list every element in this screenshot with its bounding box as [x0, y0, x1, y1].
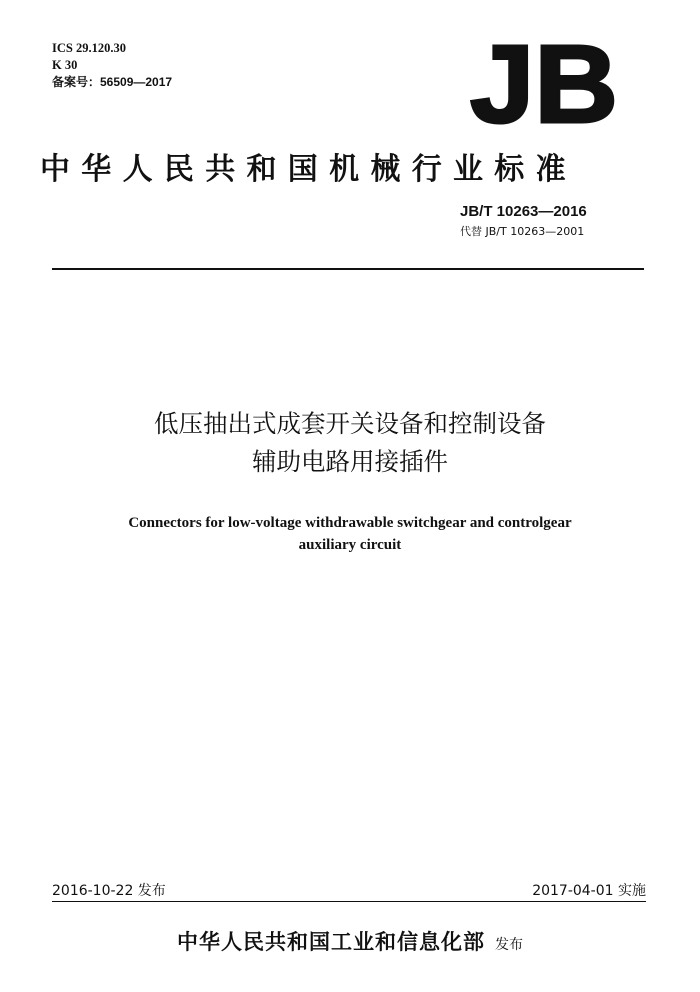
publisher-issued-label: 发布	[495, 937, 523, 953]
jb-logo-text: JB	[470, 36, 618, 132]
industry-standard-title: 中华人民共和国机械行业标准	[40, 152, 577, 187]
chinese-title-line-1: 低压抽出式成套开关设备和控制设备	[154, 409, 546, 438]
publisher-ministry: 中华人民共和国工业和信息化部	[177, 930, 485, 954]
filing-number: 备案号：56509—2017	[52, 75, 173, 89]
replaces-standard: 代替 JB/T 10263—2001	[460, 225, 585, 238]
jb-logo	[470, 36, 620, 132]
english-title-line-2: auxiliary circuit	[298, 537, 402, 553]
english-title-line-1: Connectors for low-voltage withdrawable switchgear and controlgear	[128, 515, 572, 531]
chinese-title	[0, 405, 700, 481]
classification-block	[52, 40, 172, 91]
footer-divider	[52, 901, 646, 902]
header-divider	[52, 268, 644, 270]
standard-number-block	[460, 203, 630, 239]
ccs-code: K 30	[52, 58, 78, 72]
english-title	[0, 512, 700, 556]
standard-number: JB/T 10263—2016	[460, 203, 587, 220]
chinese-title-line-2: 辅助电路用接插件	[252, 447, 448, 476]
issue-date: 2016-10-22 发布	[52, 883, 166, 899]
publisher	[0, 926, 700, 956]
ics-code: ICS 29.120.30	[52, 41, 126, 55]
dates-row	[52, 880, 646, 900]
implementation-date: 2017-04-01 实施	[532, 883, 646, 899]
